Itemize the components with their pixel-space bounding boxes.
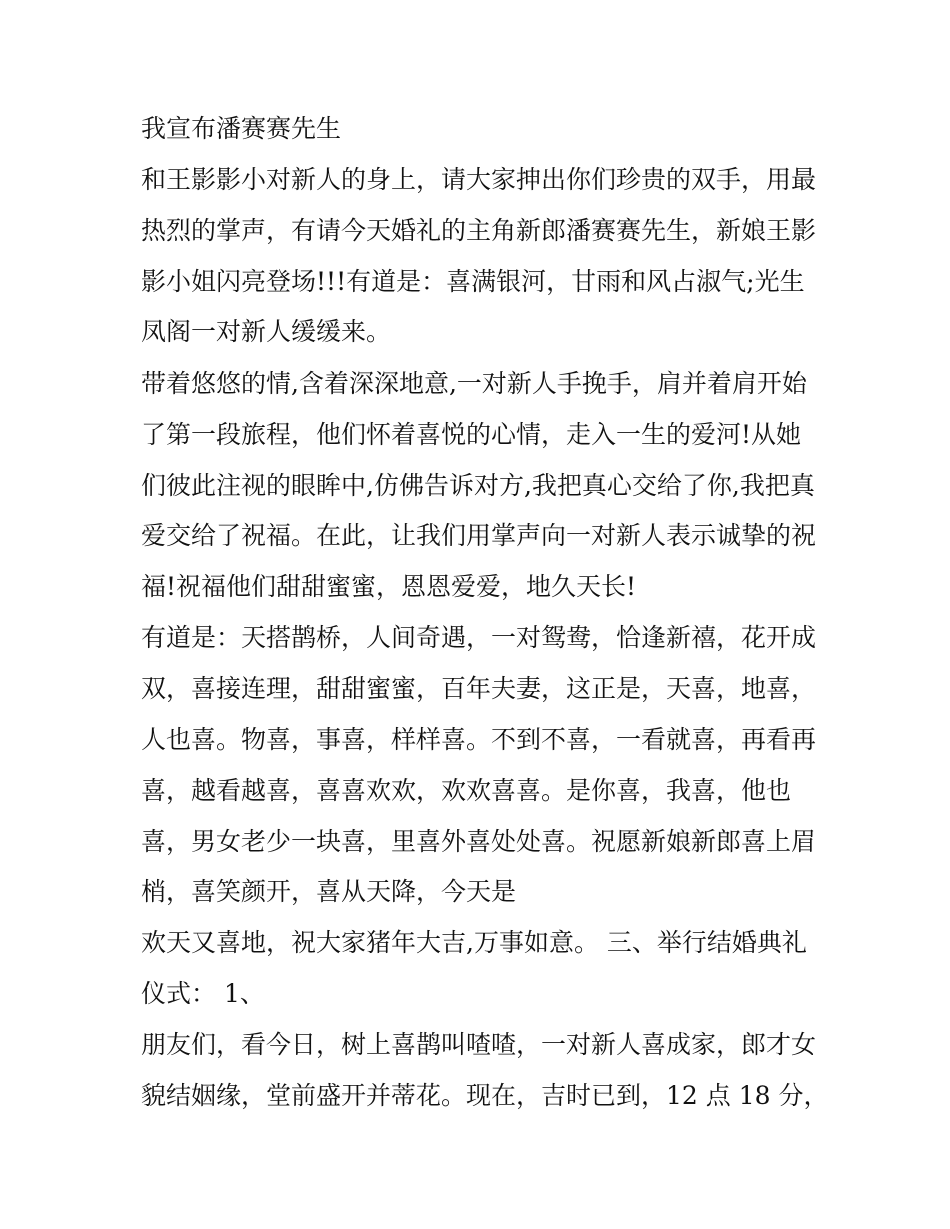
text-line: 福!祝福他们甜甜蜜蜜，恩恩爱爱，地久天长! <box>141 572 637 601</box>
text-line: 仪式： 1、 <box>141 979 265 1008</box>
text-line: 爱交给了祝福。在此，让我们用掌声向一对新人表示诚挚的祝 <box>141 521 817 550</box>
text-line: 喜，男女老少一块喜，里喜外喜处处喜。祝愿新娘新郎喜上眉 <box>141 827 817 856</box>
text-line: 人也喜。物喜，事喜，样样喜。不到不喜，一看就喜，再看再 <box>141 725 817 754</box>
text-line: 和王影影小对新人的身上，请大家抻出你们珍贵的双手，用最 <box>141 165 817 194</box>
text-line: 了第一段旅程，他们怀着喜悦的心情，走入一生的爱河!从她 <box>141 420 802 449</box>
text-line: 貌结姻缘，堂前盛开并蒂花。现在，吉时已到，12 点 18 分， <box>141 1081 829 1110</box>
text-line: 影小姐闪亮登场!!!有道是：喜满银河，甘雨和风占淑气;光生 <box>141 267 805 296</box>
text-line: 喜，越看越喜，喜喜欢欢，欢欢喜喜。是你喜，我喜，他也 <box>141 776 792 805</box>
text-line: 们彼此注视的眼眸中,仿佛告诉对方,我把真心交给了你,我把真 <box>141 471 815 500</box>
text-line: 有道是：天搭鹊桥，人间奇遇，一对鸳鸯，恰逢新禧，花开成 <box>141 623 817 652</box>
text-line: 凤阁一对新人缓缓来。 <box>141 317 392 346</box>
text-line: 热烈的掌声，有请今天婚礼的主角新郎潘赛赛先生，新娘王影 <box>141 216 817 245</box>
text-line: 双，喜接连理，甜甜蜜蜜，百年夫妻，这正是，天喜，地喜， <box>141 674 817 703</box>
text-line: 朋友们，看今日，树上喜鹊叫喳喳，一对新人喜成家，郎才女 <box>141 1030 817 1059</box>
text-line: 我宣布潘赛赛先生 <box>141 114 342 143</box>
text-line: 带着悠悠的情,含着深深地意,一对新人手挽手，肩并着肩开始 <box>141 369 807 398</box>
text-line: 梢，喜笑颜开，喜从天降，今天是 <box>141 877 517 906</box>
text-line: 欢天又喜地，祝大家猪年大吉,万事如意。 三、举行结婚典礼 <box>141 928 807 957</box>
